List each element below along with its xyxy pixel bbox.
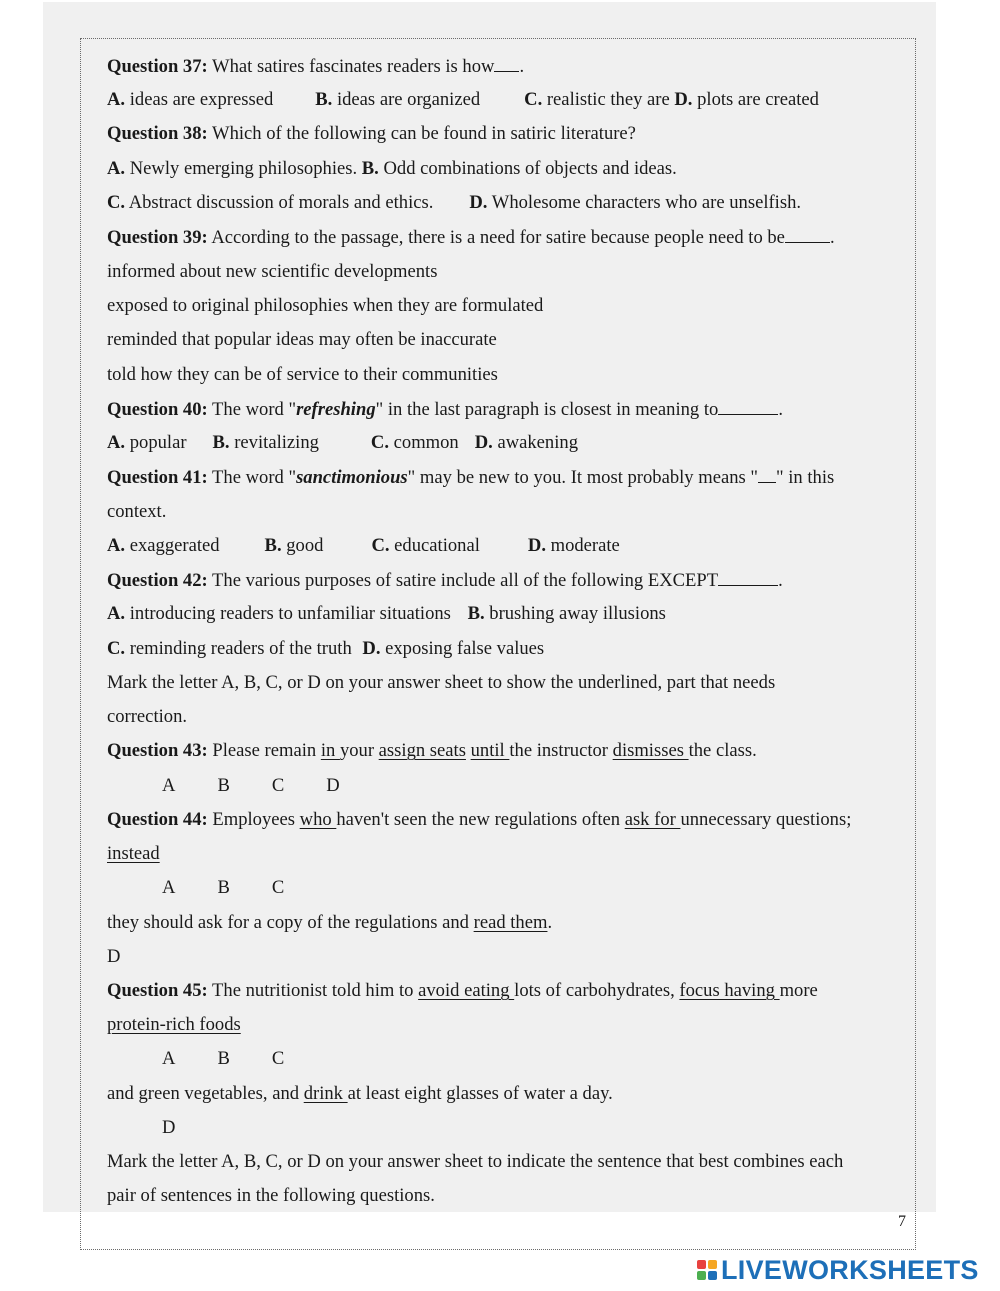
question-37: Question 37: What satires fascinates readers is how .: [107, 56, 525, 77]
question-37-options: A. ideas are expressed B. ideas are organized C. realistic they are D. plots are created: [107, 89, 819, 110]
question-45-letters: A B C: [162, 1048, 285, 1069]
question-40-options: A. popular B. revitalizing C. common D. awakening: [107, 432, 578, 453]
section-instruction: Mark the letter A, B, C, or D on your answer sheet to indicate the sentence that best combines each: [107, 1151, 844, 1172]
question-41-continued: context.: [107, 501, 167, 522]
answer-blank: [718, 398, 778, 415]
logo-squares-icon: [697, 1260, 717, 1280]
question-45: Question 45: The nutritionist told him to avoid eating lots of carbohydrates, focus having more: [107, 980, 818, 1001]
question-42-options-ab: A. introducing readers to unfamiliar situations B. brushing away illusions: [107, 603, 666, 624]
question-41: Question 41: The word "sanctimonious" may be new to you. It most probably means " " in this: [107, 467, 835, 488]
answer-blank: [758, 466, 776, 483]
question-39-option: told how they can be of service to their communities: [107, 364, 498, 385]
brand-name: LIVEWORKSHEETS: [721, 1254, 979, 1285]
question-43: Question 43: Please remain in your assign seats until the instructor dismisses the class.: [107, 740, 757, 761]
question-41-options: A. exaggerated B. good C. educational D. moderate: [107, 535, 620, 556]
answer-blank: [494, 55, 519, 72]
question-43-letters: A B C D: [162, 775, 340, 796]
question-42: Question 42: The various purposes of satire include all of the following EXCEPT .: [107, 570, 783, 591]
liveworksheets-logo[interactable]: [697, 1254, 979, 1286]
question-44: Question 44: Employees who haven't seen the new regulations often ask for unnecessary questions;: [107, 809, 852, 830]
question-38-options-ab: A. Newly emerging philosophies. B. Odd combinations of objects and ideas.: [107, 158, 677, 179]
question-38-options-cd: C. Abstract discussion of morals and ethics. D. Wholesome characters who are unselfish.: [107, 192, 802, 213]
question-39-option: exposed to original philosophies when they are formulated: [107, 295, 544, 316]
answer-blank: [718, 569, 778, 586]
question-45-line-3: and green vegetables, and drink at least eight glasses of water a day.: [107, 1083, 613, 1104]
question-44-letters: A B C: [162, 877, 285, 898]
section-instruction: correction.: [107, 706, 188, 727]
section-instruction: pair of sentences in the following questions.: [107, 1185, 435, 1206]
answer-blank: [785, 226, 830, 243]
question-39-option: reminded that popular ideas may often be inaccurate: [107, 329, 497, 350]
question-44-letter-d: D: [107, 946, 121, 967]
page-number: 7: [898, 1213, 906, 1230]
question-38: Question 38: Which of the following can be found in satiric literature?: [107, 123, 636, 144]
question-39-option: informed about new scientific developments: [107, 261, 438, 282]
question-40: Question 40: The word "refreshing" in the last paragraph is closest in meaning to .: [107, 399, 783, 420]
question-45-line-2: protein-rich foods: [107, 1014, 241, 1035]
question-44-line-2: instead: [107, 843, 160, 864]
section-instruction: Mark the letter A, B, C, or D on your answer sheet to show the underlined, part that needs: [107, 672, 776, 693]
question-39: Question 39: According to the passage, there is a need for satire because people need to be .: [107, 227, 835, 248]
question-45-letter-d: D: [162, 1117, 176, 1138]
question-42-options-cd: C. reminding readers of the truth D. exposing false values: [107, 638, 545, 659]
question-44-line-3: they should ask for a copy of the regulations and read them.: [107, 912, 553, 933]
